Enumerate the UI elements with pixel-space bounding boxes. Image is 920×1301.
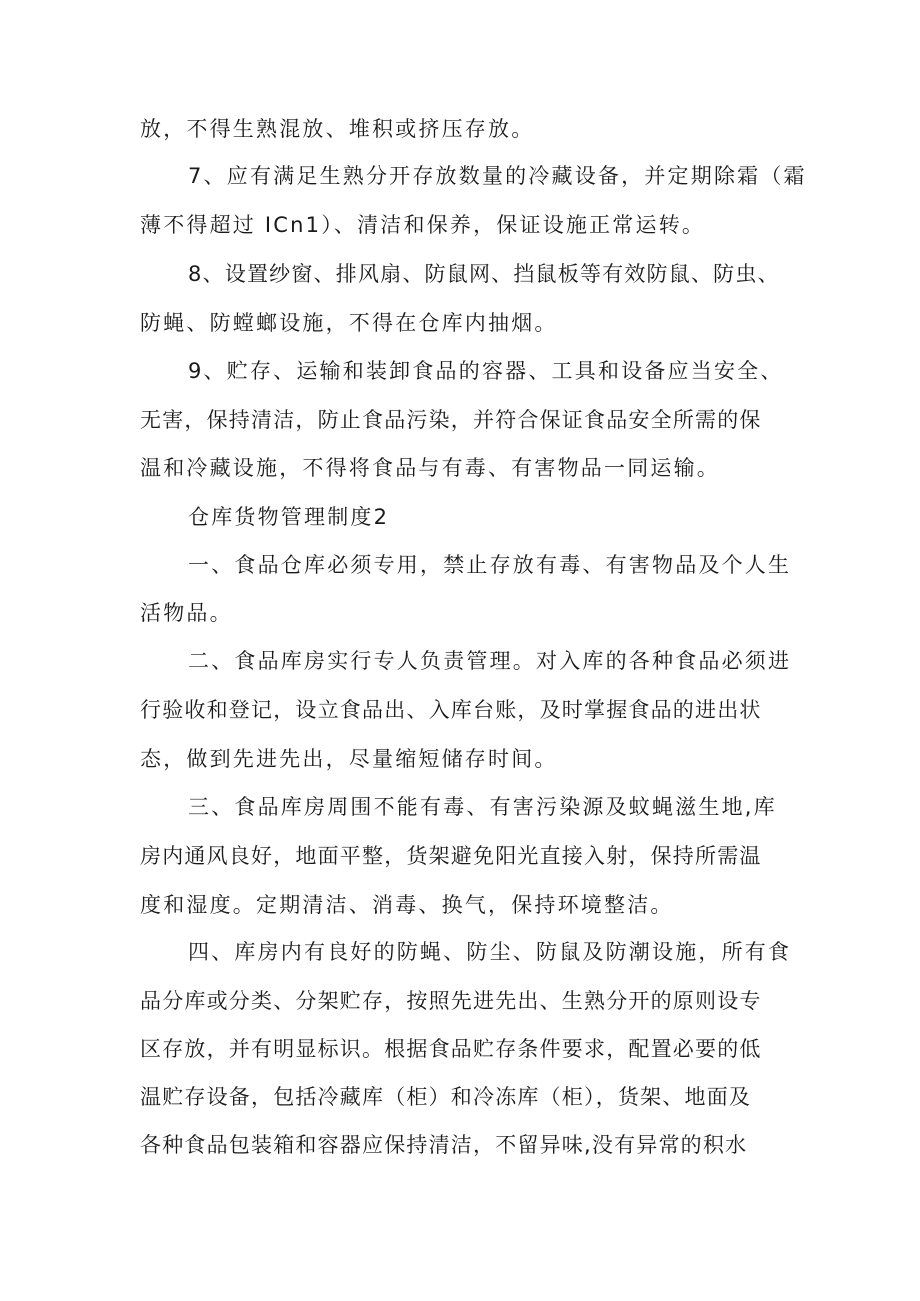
paragraph-line: 放，不得生熟混放、堆积或挤压存放。 (140, 117, 535, 141)
paragraph-line: 四、库房内有良好的防蝇、防尘、防鼠及防潮设施，所有食 (188, 940, 792, 964)
paragraph-line: 温贮存设备，包括冷藏库（柜）和冷冻库（柜），货架、地面及 (140, 1085, 752, 1109)
paragraph-line: 8、设置纱窗、排风扇、防鼠网、挡鼠板等有效防鼠、防虫、 (188, 262, 780, 286)
paragraph-line: 品分库或分类、分架贮存，按照先进先出、生熟分开的原则设专 (140, 989, 762, 1013)
paragraph-line: 7、应有满足生熟分开存放数量的冷藏设备，并定期除霜（霜 (188, 164, 807, 188)
paragraph-line: 无害，保持清洁，防止食品污染，并符合保证食品安全所需的保 (140, 408, 762, 432)
paragraph-line: 区存放，并有明显标识。根据食品贮存条件要求，配置必要的低 (140, 1037, 762, 1061)
paragraph-line: 三、食品库房周围不能有毒、有害污染源及蚊蝇滋生地,库 (188, 795, 777, 819)
section-heading: 仓库货物管理制度2 (188, 505, 390, 529)
paragraph-line: 度和湿度。定期清洁、消毒、换气，保持环境整洁。 (140, 893, 674, 917)
paragraph-line: 房内通风良好，地面平整，货架避免阳光直接入射，保持所需温 (140, 844, 762, 868)
paragraph-line: 态，做到先进先出，尽量缩短储存时间。 (140, 747, 558, 771)
paragraph-line: 9、贮存、运输和装卸食品的容器、工具和设备应当安全、 (188, 359, 784, 383)
paragraph-line: 活物品。 (140, 601, 233, 625)
paragraph-line: 二、食品库房实行专人负责管理。对入库的各种食品必须进 (188, 649, 792, 673)
paragraph-line: 一、食品仓库必须专用，禁止存放有毒、有害物品及个人生 (188, 553, 792, 577)
paragraph-line: 各种食品包装箱和容器应保持清洁，不留异味,没有异常的积水 (140, 1133, 748, 1157)
paragraph-line: 行验收和登记，设立食品出、入库台账，及时掌握食品的进出状 (140, 698, 762, 722)
paragraph-line: 防蝇、防螳螂设施，不得在仓库内抽烟。 (140, 311, 558, 335)
paragraph-line: 温和冷藏设施，不得将食品与有毒、有害物品一同运输。 (140, 456, 720, 480)
paragraph-line: 薄不得超过 ICn1）、清洁和保养，保证设施正常运转。 (140, 213, 706, 237)
